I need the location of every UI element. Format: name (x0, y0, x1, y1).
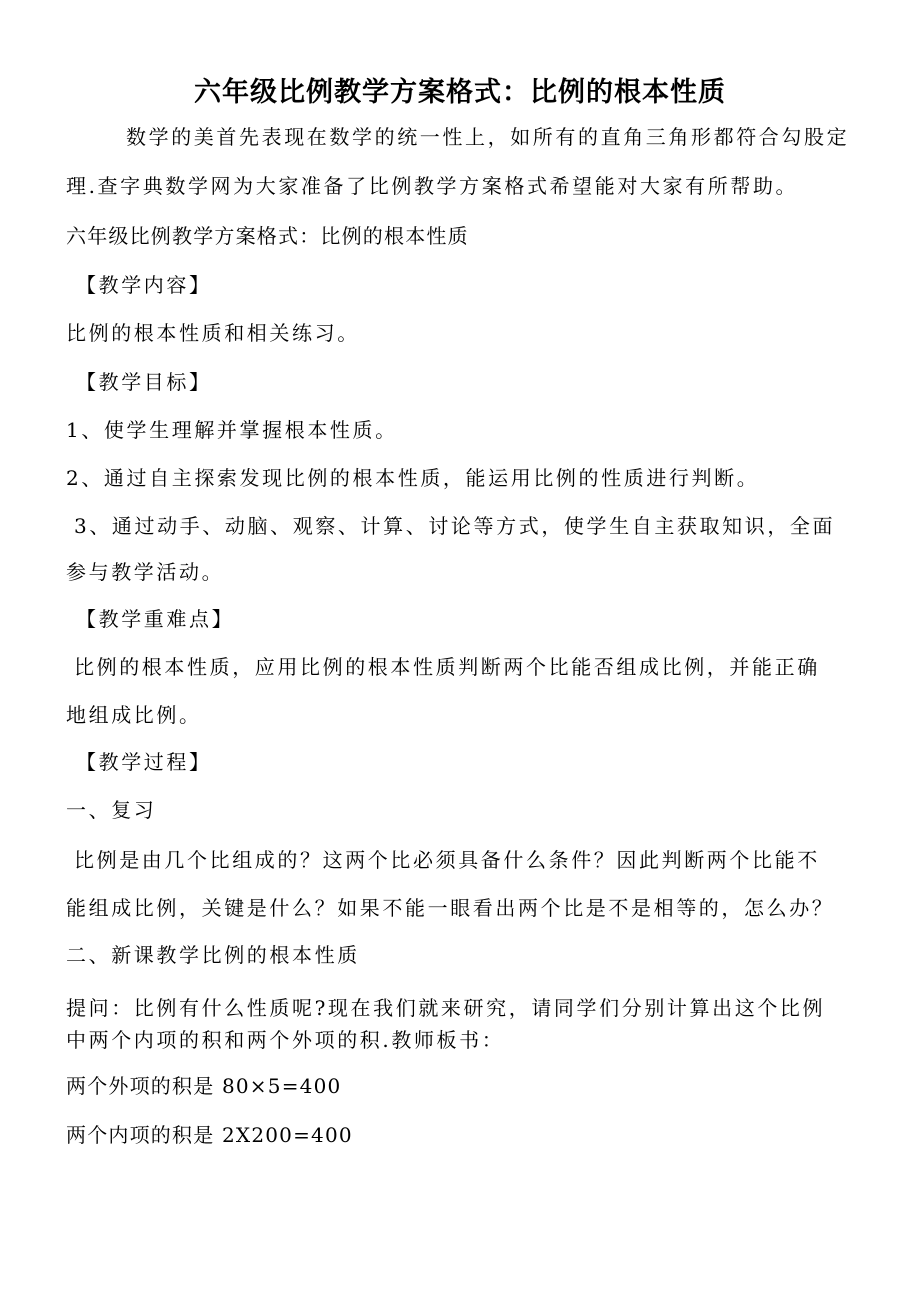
difficulty-line-2: 地组成比例。 (66, 703, 202, 727)
question-line-2: 中两个内项的积和两个外项的积.教师板书： (66, 1028, 505, 1052)
section-heading-difficulty: 【教学重难点】 (76, 607, 235, 631)
outer-product-line: 两个外项的积是 80×5=400 (66, 1074, 342, 1098)
goal-1: 1、使学生理解并掌握根本性质。 (66, 418, 398, 442)
question-line-1: 提问：比例有什么性质呢?现在我们就来研究，请同学们分别计算出这个比例 (66, 996, 826, 1020)
difficulty-line-1: 比例的根本性质，应用比例的根本性质判断两个比能否组成比例，并能正确 (74, 655, 820, 679)
intro-line-2: 理.查字典数学网为大家准备了比例教学方案格式希望能对大家有所帮助。 (66, 174, 799, 198)
review-heading: 一、复习 (66, 798, 157, 822)
section-heading-content: 【教学内容】 (76, 273, 212, 297)
goal-3-line-2: 参与教学活动。 (66, 560, 225, 584)
inner-product-line: 两个内项的积是 2X200=400 (66, 1123, 353, 1147)
new-lesson-heading: 二、新课教学比例的根本性质 (66, 943, 360, 967)
section-heading-goals: 【教学目标】 (76, 370, 212, 394)
intro-line-1: 数学的美首先表现在数学的统一性上，如所有的直角三角形都符合勾股定 (126, 125, 850, 149)
review-line-1: 比例是由几个比组成的？这两个比必须具备什么条件？因此判断两个比能不 (74, 848, 820, 872)
content-text: 比例的根本性质和相关练习。 (66, 321, 360, 345)
document-title: 六年级比例教学方案格式：比例的根本性质 (194, 77, 726, 108)
subtitle: 六年级比例教学方案格式：比例的根本性质 (66, 224, 469, 248)
goal-2: 2、通过自主探索发现比例的根本性质，能运用比例的性质进行判断。 (66, 466, 760, 490)
section-heading-process: 【教学过程】 (76, 750, 212, 774)
goal-3-line-1: 3、通过动手、动脑、观察、计算、讨论等方式，使学生自主获取知识，全面 (74, 514, 836, 538)
review-line-2: 能组成比例，关键是什么？如果不能一眼看出两个比是不是相等的，怎么办？ (66, 896, 835, 920)
